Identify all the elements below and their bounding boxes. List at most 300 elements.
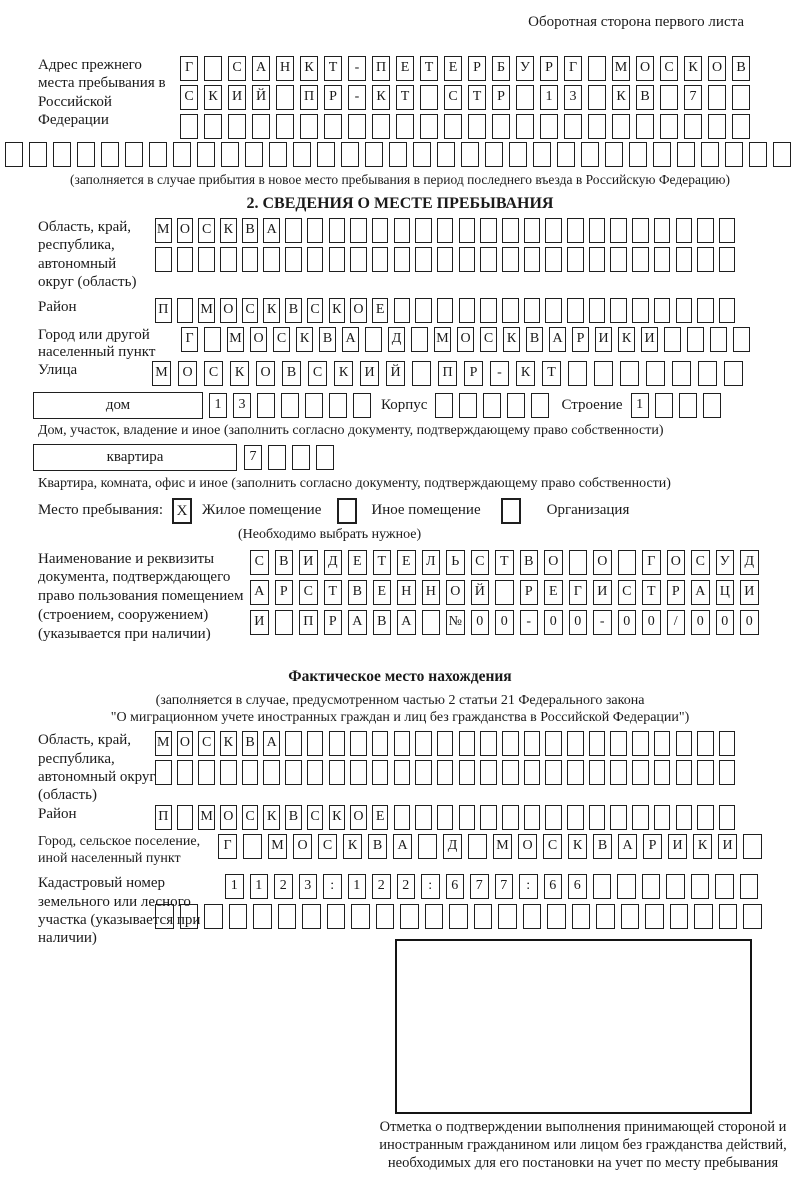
char-box[interactable] bbox=[474, 904, 493, 929]
cadastral-row-2[interactable] bbox=[155, 904, 762, 929]
char-box[interactable]: К bbox=[684, 56, 702, 81]
char-box[interactable] bbox=[610, 247, 627, 272]
char-box[interactable] bbox=[524, 805, 541, 830]
char-box[interactable]: С bbox=[242, 298, 259, 323]
char-box[interactable] bbox=[588, 85, 606, 110]
char-box[interactable] bbox=[461, 142, 479, 167]
char-box[interactable]: В bbox=[520, 550, 539, 575]
char-box[interactable] bbox=[177, 298, 194, 323]
char-box[interactable]: В bbox=[636, 85, 654, 110]
char-box[interactable] bbox=[676, 298, 693, 323]
char-box[interactable] bbox=[719, 805, 736, 830]
char-box[interactable]: Е bbox=[444, 56, 462, 81]
char-box[interactable] bbox=[316, 445, 334, 470]
char-box[interactable]: С bbox=[691, 550, 710, 575]
char-box[interactable] bbox=[660, 85, 678, 110]
char-box[interactable] bbox=[701, 142, 719, 167]
char-box[interactable] bbox=[394, 731, 411, 756]
region-row-1[interactable] bbox=[155, 218, 735, 243]
char-box[interactable] bbox=[5, 142, 23, 167]
char-box[interactable] bbox=[418, 834, 437, 859]
char-box[interactable]: Р bbox=[275, 580, 294, 605]
char-box[interactable] bbox=[725, 142, 743, 167]
char-box[interactable]: Т bbox=[373, 550, 392, 575]
char-box[interactable] bbox=[394, 805, 411, 830]
char-box[interactable]: С bbox=[250, 550, 269, 575]
char-box[interactable] bbox=[589, 805, 606, 830]
char-box[interactable]: Т bbox=[642, 580, 661, 605]
stroenie-boxes[interactable] bbox=[631, 393, 721, 418]
char-box[interactable]: О bbox=[250, 327, 267, 352]
char-box[interactable] bbox=[278, 904, 297, 929]
char-box[interactable] bbox=[204, 114, 222, 139]
char-box[interactable]: Г bbox=[218, 834, 237, 859]
char-box[interactable]: У bbox=[516, 56, 534, 81]
previous-address-row-2[interactable] bbox=[180, 85, 750, 110]
char-box[interactable] bbox=[415, 731, 432, 756]
actual-region-row-2[interactable] bbox=[155, 760, 735, 785]
char-box[interactable] bbox=[177, 805, 194, 830]
char-box[interactable]: - bbox=[490, 361, 509, 386]
char-box[interactable] bbox=[329, 731, 346, 756]
char-box[interactable] bbox=[329, 760, 346, 785]
char-box[interactable] bbox=[394, 218, 411, 243]
char-box[interactable]: К bbox=[372, 85, 390, 110]
stay-option-other-checkbox[interactable] bbox=[337, 498, 357, 524]
char-box[interactable] bbox=[437, 760, 454, 785]
char-box[interactable] bbox=[422, 610, 441, 635]
char-box[interactable]: С bbox=[660, 56, 678, 81]
char-box[interactable]: С bbox=[198, 731, 215, 756]
char-box[interactable] bbox=[420, 114, 438, 139]
char-box[interactable]: Т bbox=[324, 580, 343, 605]
char-box[interactable]: : bbox=[421, 874, 440, 899]
char-box[interactable]: Е bbox=[348, 550, 367, 575]
char-box[interactable] bbox=[654, 731, 671, 756]
char-box[interactable]: - bbox=[348, 85, 366, 110]
char-box[interactable] bbox=[412, 361, 431, 386]
char-box[interactable] bbox=[664, 327, 681, 352]
char-box[interactable] bbox=[697, 218, 714, 243]
char-box[interactable] bbox=[509, 142, 527, 167]
char-box[interactable]: М bbox=[493, 834, 512, 859]
char-box[interactable]: Р bbox=[324, 610, 343, 635]
char-box[interactable] bbox=[632, 760, 649, 785]
char-box[interactable] bbox=[204, 56, 222, 81]
char-box[interactable]: М bbox=[227, 327, 244, 352]
char-box[interactable]: Е bbox=[372, 805, 389, 830]
char-box[interactable]: Г bbox=[180, 56, 198, 81]
char-box[interactable] bbox=[677, 142, 695, 167]
char-box[interactable]: 7 bbox=[495, 874, 514, 899]
char-box[interactable] bbox=[743, 834, 762, 859]
char-box[interactable] bbox=[540, 114, 558, 139]
char-box[interactable]: И bbox=[740, 580, 759, 605]
char-box[interactable]: Р bbox=[572, 327, 589, 352]
char-box[interactable]: 0 bbox=[544, 610, 563, 635]
char-box[interactable]: Т bbox=[420, 56, 438, 81]
char-box[interactable]: И bbox=[595, 327, 612, 352]
char-box[interactable] bbox=[350, 760, 367, 785]
char-box[interactable]: О bbox=[446, 580, 465, 605]
char-box[interactable]: 1 bbox=[348, 874, 367, 899]
char-box[interactable] bbox=[589, 760, 606, 785]
char-box[interactable]: О bbox=[667, 550, 686, 575]
char-box[interactable] bbox=[531, 393, 549, 418]
char-box[interactable]: О bbox=[293, 834, 312, 859]
char-box[interactable] bbox=[269, 142, 287, 167]
char-box[interactable] bbox=[710, 327, 727, 352]
char-box[interactable]: Г bbox=[569, 580, 588, 605]
char-box[interactable] bbox=[547, 904, 566, 929]
char-box[interactable] bbox=[459, 731, 476, 756]
char-box[interactable]: И bbox=[360, 361, 379, 386]
char-box[interactable] bbox=[666, 874, 685, 899]
char-box[interactable]: К bbox=[343, 834, 362, 859]
char-box[interactable] bbox=[437, 731, 454, 756]
char-box[interactable]: 2 bbox=[397, 874, 416, 899]
char-box[interactable] bbox=[444, 114, 462, 139]
char-box[interactable] bbox=[545, 247, 562, 272]
char-box[interactable] bbox=[480, 805, 497, 830]
char-box[interactable] bbox=[588, 114, 606, 139]
char-box[interactable]: И bbox=[668, 834, 687, 859]
char-box[interactable] bbox=[572, 904, 591, 929]
char-box[interactable]: В bbox=[732, 56, 750, 81]
char-box[interactable] bbox=[581, 142, 599, 167]
char-box[interactable]: О bbox=[457, 327, 474, 352]
char-box[interactable] bbox=[524, 298, 541, 323]
char-box[interactable] bbox=[245, 142, 263, 167]
char-box[interactable] bbox=[293, 142, 311, 167]
char-box[interactable] bbox=[654, 298, 671, 323]
char-box[interactable]: С bbox=[471, 550, 490, 575]
char-box[interactable]: В bbox=[593, 834, 612, 859]
char-box[interactable] bbox=[697, 298, 714, 323]
char-box[interactable] bbox=[149, 142, 167, 167]
char-box[interactable] bbox=[220, 247, 237, 272]
char-box[interactable]: О bbox=[518, 834, 537, 859]
char-box[interactable] bbox=[480, 218, 497, 243]
char-box[interactable] bbox=[642, 874, 661, 899]
char-box[interactable]: № bbox=[446, 610, 465, 635]
char-box[interactable] bbox=[589, 247, 606, 272]
char-box[interactable] bbox=[177, 247, 194, 272]
actual-district-row[interactable] bbox=[155, 805, 735, 830]
char-box[interactable]: А bbox=[252, 56, 270, 81]
char-box[interactable]: П bbox=[300, 85, 318, 110]
char-box[interactable]: 6 bbox=[568, 874, 587, 899]
char-box[interactable]: К bbox=[618, 327, 635, 352]
char-box[interactable] bbox=[437, 142, 455, 167]
char-box[interactable]: В bbox=[368, 834, 387, 859]
char-box[interactable] bbox=[610, 805, 627, 830]
char-box[interactable]: В bbox=[285, 298, 302, 323]
char-box[interactable] bbox=[632, 298, 649, 323]
char-box[interactable]: В bbox=[242, 218, 259, 243]
char-box[interactable] bbox=[307, 731, 324, 756]
char-box[interactable] bbox=[263, 247, 280, 272]
char-box[interactable] bbox=[420, 85, 438, 110]
char-box[interactable] bbox=[353, 393, 371, 418]
char-box[interactable]: Б bbox=[492, 56, 510, 81]
char-box[interactable]: Р bbox=[468, 56, 486, 81]
char-box[interactable] bbox=[242, 760, 259, 785]
char-box[interactable] bbox=[694, 904, 713, 929]
char-box[interactable] bbox=[376, 904, 395, 929]
char-box[interactable] bbox=[221, 142, 239, 167]
char-box[interactable]: О bbox=[708, 56, 726, 81]
char-box[interactable] bbox=[697, 760, 714, 785]
char-box[interactable] bbox=[459, 805, 476, 830]
char-box[interactable] bbox=[676, 731, 693, 756]
char-box[interactable] bbox=[589, 298, 606, 323]
char-box[interactable]: С bbox=[198, 218, 215, 243]
char-box[interactable] bbox=[618, 550, 637, 575]
char-box[interactable] bbox=[621, 904, 640, 929]
char-box[interactable]: К bbox=[568, 834, 587, 859]
char-box[interactable]: В bbox=[282, 361, 301, 386]
char-box[interactable] bbox=[415, 247, 432, 272]
char-box[interactable]: Й bbox=[386, 361, 405, 386]
char-box[interactable]: К bbox=[300, 56, 318, 81]
char-box[interactable] bbox=[198, 760, 215, 785]
char-box[interactable] bbox=[524, 247, 541, 272]
char-box[interactable]: Р bbox=[520, 580, 539, 605]
char-box[interactable]: Е bbox=[544, 580, 563, 605]
char-box[interactable] bbox=[324, 114, 342, 139]
char-box[interactable] bbox=[350, 247, 367, 272]
char-box[interactable]: Т bbox=[324, 56, 342, 81]
actual-city-row[interactable] bbox=[218, 834, 762, 859]
char-box[interactable] bbox=[698, 361, 717, 386]
char-box[interactable]: М bbox=[155, 218, 172, 243]
korpus-boxes[interactable] bbox=[435, 393, 549, 418]
char-box[interactable] bbox=[676, 760, 693, 785]
char-box[interactable] bbox=[545, 760, 562, 785]
char-box[interactable]: О bbox=[636, 56, 654, 81]
char-box[interactable] bbox=[228, 114, 246, 139]
char-box[interactable] bbox=[654, 218, 671, 243]
char-box[interactable]: П bbox=[438, 361, 457, 386]
char-box[interactable]: О bbox=[593, 550, 612, 575]
char-box[interactable] bbox=[437, 218, 454, 243]
char-box[interactable] bbox=[502, 298, 519, 323]
document-row-1[interactable] bbox=[250, 550, 759, 575]
char-box[interactable] bbox=[636, 114, 654, 139]
char-box[interactable] bbox=[660, 114, 678, 139]
char-box[interactable] bbox=[449, 904, 468, 929]
char-box[interactable] bbox=[724, 361, 743, 386]
char-box[interactable] bbox=[372, 114, 390, 139]
cadastral-row-1[interactable] bbox=[225, 874, 762, 899]
char-box[interactable]: Е bbox=[372, 298, 389, 323]
char-box[interactable]: А bbox=[263, 218, 280, 243]
char-box[interactable] bbox=[557, 142, 575, 167]
char-box[interactable] bbox=[300, 114, 318, 139]
char-box[interactable]: В bbox=[275, 550, 294, 575]
char-box[interactable] bbox=[415, 298, 432, 323]
char-box[interactable]: М bbox=[612, 56, 630, 81]
char-box[interactable]: О bbox=[350, 805, 367, 830]
char-box[interactable]: Е bbox=[396, 56, 414, 81]
char-box[interactable] bbox=[672, 361, 691, 386]
char-box[interactable] bbox=[569, 550, 588, 575]
char-box[interactable]: Т bbox=[542, 361, 561, 386]
char-box[interactable]: Г bbox=[642, 550, 661, 575]
char-box[interactable] bbox=[317, 142, 335, 167]
char-box[interactable] bbox=[697, 805, 714, 830]
char-box[interactable] bbox=[173, 142, 191, 167]
char-box[interactable]: Т bbox=[495, 550, 514, 575]
char-box[interactable]: 1 bbox=[209, 393, 227, 418]
char-box[interactable]: Р bbox=[540, 56, 558, 81]
char-box[interactable]: Д bbox=[740, 550, 759, 575]
char-box[interactable]: Р bbox=[643, 834, 662, 859]
char-box[interactable]: 0 bbox=[716, 610, 735, 635]
char-box[interactable]: О bbox=[220, 298, 237, 323]
char-box[interactable] bbox=[719, 904, 738, 929]
char-box[interactable]: В bbox=[373, 610, 392, 635]
char-box[interactable]: С bbox=[480, 327, 497, 352]
char-box[interactable] bbox=[276, 114, 294, 139]
char-box[interactable] bbox=[305, 393, 323, 418]
char-box[interactable]: В bbox=[348, 580, 367, 605]
char-box[interactable] bbox=[437, 247, 454, 272]
document-row-3[interactable] bbox=[250, 610, 759, 635]
char-box[interactable] bbox=[307, 218, 324, 243]
char-box[interactable] bbox=[220, 760, 237, 785]
char-box[interactable]: Н bbox=[397, 580, 416, 605]
char-box[interactable] bbox=[372, 731, 389, 756]
char-box[interactable] bbox=[480, 731, 497, 756]
char-box[interactable]: К bbox=[204, 85, 222, 110]
char-box[interactable]: О bbox=[178, 361, 197, 386]
char-box[interactable]: - bbox=[520, 610, 539, 635]
previous-address-row-4[interactable] bbox=[5, 142, 762, 167]
char-box[interactable] bbox=[459, 218, 476, 243]
char-box[interactable] bbox=[400, 904, 419, 929]
street-row[interactable] bbox=[152, 361, 743, 386]
char-box[interactable] bbox=[198, 247, 215, 272]
char-box[interactable]: М bbox=[434, 327, 451, 352]
char-box[interactable]: 1 bbox=[250, 874, 269, 899]
char-box[interactable] bbox=[437, 805, 454, 830]
char-box[interactable] bbox=[545, 218, 562, 243]
char-box[interactable] bbox=[480, 247, 497, 272]
char-box[interactable] bbox=[691, 874, 710, 899]
char-box[interactable] bbox=[516, 85, 534, 110]
char-box[interactable] bbox=[468, 834, 487, 859]
char-box[interactable] bbox=[285, 760, 302, 785]
char-box[interactable]: О bbox=[220, 805, 237, 830]
char-box[interactable] bbox=[292, 445, 310, 470]
char-box[interactable]: И bbox=[299, 550, 318, 575]
char-box[interactable] bbox=[719, 731, 736, 756]
char-box[interactable] bbox=[411, 327, 428, 352]
char-box[interactable] bbox=[125, 142, 143, 167]
char-box[interactable]: Д bbox=[388, 327, 405, 352]
char-box[interactable]: Л bbox=[422, 550, 441, 575]
char-box[interactable]: К bbox=[329, 298, 346, 323]
char-box[interactable]: И bbox=[228, 85, 246, 110]
char-box[interactable]: 2 bbox=[274, 874, 293, 899]
actual-region-row-1[interactable] bbox=[155, 731, 735, 756]
char-box[interactable]: Е bbox=[397, 550, 416, 575]
char-box[interactable]: Р bbox=[324, 85, 342, 110]
char-box[interactable] bbox=[394, 247, 411, 272]
char-box[interactable]: Ц bbox=[716, 580, 735, 605]
char-box[interactable]: К bbox=[230, 361, 249, 386]
previous-address-row-1[interactable] bbox=[180, 56, 750, 81]
char-box[interactable]: К bbox=[296, 327, 313, 352]
char-box[interactable] bbox=[101, 142, 119, 167]
char-box[interactable]: 0 bbox=[495, 610, 514, 635]
char-box[interactable]: Н bbox=[276, 56, 294, 81]
char-box[interactable] bbox=[749, 142, 767, 167]
char-box[interactable]: Г bbox=[181, 327, 198, 352]
char-box[interactable] bbox=[459, 760, 476, 785]
char-box[interactable]: О bbox=[177, 731, 194, 756]
char-box[interactable]: Р bbox=[492, 85, 510, 110]
char-box[interactable] bbox=[715, 874, 734, 899]
char-box[interactable]: 3 bbox=[299, 874, 318, 899]
char-box[interactable]: 3 bbox=[233, 393, 251, 418]
apartment-number-boxes[interactable] bbox=[244, 445, 334, 470]
char-box[interactable] bbox=[327, 904, 346, 929]
char-box[interactable]: И bbox=[593, 580, 612, 605]
char-box[interactable] bbox=[687, 327, 704, 352]
char-box[interactable] bbox=[415, 805, 432, 830]
char-box[interactable]: А bbox=[342, 327, 359, 352]
char-box[interactable] bbox=[307, 760, 324, 785]
char-box[interactable] bbox=[632, 731, 649, 756]
char-box[interactable] bbox=[275, 610, 294, 635]
char-box[interactable]: К bbox=[693, 834, 712, 859]
char-box[interactable]: И bbox=[250, 610, 269, 635]
char-box[interactable]: К bbox=[329, 805, 346, 830]
char-box[interactable] bbox=[719, 247, 736, 272]
char-box[interactable]: В bbox=[285, 805, 302, 830]
char-box[interactable] bbox=[252, 114, 270, 139]
char-box[interactable]: 6 bbox=[544, 874, 563, 899]
char-box[interactable] bbox=[733, 327, 750, 352]
char-box[interactable] bbox=[567, 760, 584, 785]
char-box[interactable] bbox=[684, 114, 702, 139]
char-box[interactable] bbox=[567, 298, 584, 323]
char-box[interactable] bbox=[697, 247, 714, 272]
char-box[interactable]: В bbox=[319, 327, 336, 352]
char-box[interactable] bbox=[502, 731, 519, 756]
char-box[interactable] bbox=[567, 731, 584, 756]
char-box[interactable] bbox=[679, 393, 697, 418]
char-box[interactable] bbox=[350, 218, 367, 243]
char-box[interactable]: С bbox=[273, 327, 290, 352]
char-box[interactable]: М bbox=[152, 361, 171, 386]
char-box[interactable]: Й bbox=[471, 580, 490, 605]
char-box[interactable]: Н bbox=[422, 580, 441, 605]
char-box[interactable]: М bbox=[268, 834, 287, 859]
char-box[interactable]: Й bbox=[252, 85, 270, 110]
char-box[interactable] bbox=[697, 731, 714, 756]
char-box[interactable] bbox=[629, 142, 647, 167]
char-box[interactable] bbox=[596, 904, 615, 929]
char-box[interactable]: С bbox=[307, 805, 324, 830]
char-box[interactable] bbox=[773, 142, 791, 167]
char-box[interactable] bbox=[524, 760, 541, 785]
char-box[interactable]: И bbox=[718, 834, 737, 859]
char-box[interactable] bbox=[523, 904, 542, 929]
